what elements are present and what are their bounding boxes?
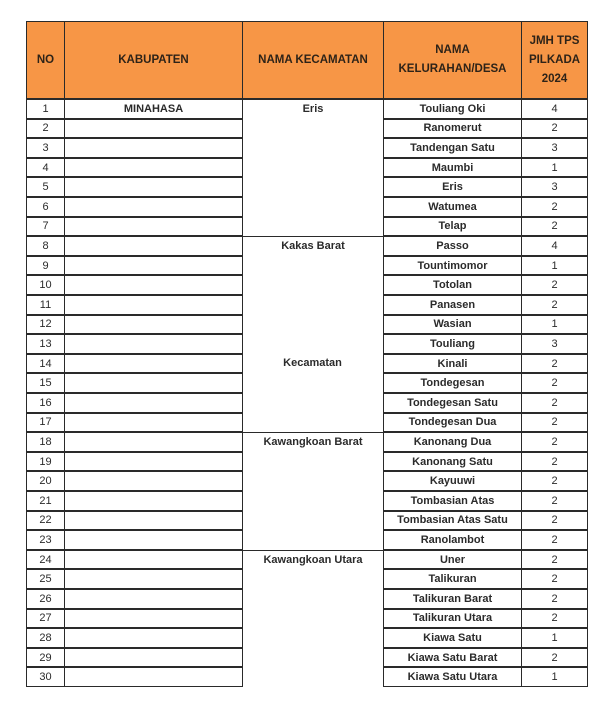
row-kabupaten-cell xyxy=(64,471,243,491)
row-no-cell: 25 xyxy=(26,569,65,589)
row-tps-cell: 2 xyxy=(521,413,588,433)
header-jmh-tps xyxy=(521,21,588,99)
row-no-cell: 12 xyxy=(26,315,65,335)
row-kabupaten-cell xyxy=(64,609,243,629)
row-desa-cell: Kayuuwi xyxy=(383,471,522,491)
row-desa-cell: Kiawa Satu xyxy=(383,628,522,648)
row-desa-cell: Kiawa Satu Barat xyxy=(383,648,522,668)
row-no-cell: 14 xyxy=(26,354,65,374)
row-desa-cell: Kinali xyxy=(383,354,522,374)
row-desa-cell: Watumea xyxy=(383,197,522,217)
row-kabupaten-cell xyxy=(64,217,243,237)
row-desa-cell: Panasen xyxy=(383,295,522,315)
row-no-cell: 1 xyxy=(26,99,65,119)
row-desa-cell: Tombasian Atas Satu xyxy=(383,511,522,531)
row-tps-cell: 2 xyxy=(521,197,588,217)
header-kabupaten-label: KABUPATEN xyxy=(118,53,189,66)
row-tps-cell: 4 xyxy=(521,236,588,256)
row-tps-cell: 1 xyxy=(521,158,588,178)
kecamatan-group xyxy=(242,236,384,432)
row-desa-cell: Maumbi xyxy=(383,158,522,178)
row-kabupaten-cell xyxy=(64,119,243,139)
row-no-cell: 3 xyxy=(26,138,65,158)
row-desa-cell: Touliang Oki xyxy=(383,99,522,119)
row-tps-cell: 2 xyxy=(521,550,588,570)
row-kabupaten-cell xyxy=(64,158,243,178)
row-kabupaten-cell: MINAHASA xyxy=(64,99,243,119)
row-kabupaten-cell xyxy=(64,589,243,609)
header-jmh-line2: PILKADA xyxy=(528,53,581,66)
row-kabupaten-cell xyxy=(64,511,243,531)
row-desa-cell: Talikuran Barat xyxy=(383,589,522,609)
row-tps-cell: 2 xyxy=(521,373,588,393)
row-desa-cell: Uner xyxy=(383,550,522,570)
row-desa-cell: Eris xyxy=(383,177,522,197)
row-desa-cell: Ranolambot xyxy=(383,530,522,550)
row-kabupaten-cell xyxy=(64,334,243,354)
row-desa-cell: Tondegesan xyxy=(383,373,522,393)
row-tps-cell: 1 xyxy=(521,256,588,276)
row-no-cell: 11 xyxy=(26,295,65,315)
row-kabupaten-cell xyxy=(64,236,243,256)
row-kabupaten-cell xyxy=(64,413,243,433)
header-no xyxy=(26,21,65,99)
row-no-cell: 18 xyxy=(26,432,65,452)
row-desa-cell: Telap xyxy=(383,217,522,237)
row-no-cell: 6 xyxy=(26,197,65,217)
row-kabupaten-cell xyxy=(64,275,243,295)
row-tps-cell: 1 xyxy=(521,628,588,648)
row-no-cell: 22 xyxy=(26,511,65,531)
row-no-cell: 9 xyxy=(26,256,65,276)
header-kabupaten xyxy=(64,21,243,99)
row-kabupaten-cell xyxy=(64,550,243,570)
header-jmh-line3: 2024 xyxy=(541,72,568,85)
row-desa-cell: Passo xyxy=(383,236,522,256)
row-no-cell: 4 xyxy=(26,158,65,178)
row-tps-cell: 2 xyxy=(521,295,588,315)
row-tps-cell: 1 xyxy=(521,315,588,335)
row-tps-cell: 2 xyxy=(521,119,588,139)
header-desa-line2: KELURAHAN/DESA xyxy=(398,63,507,75)
row-kabupaten-cell xyxy=(64,138,243,158)
row-no-cell: 19 xyxy=(26,452,65,472)
kecamatan-extra-label: Kecamatan xyxy=(283,356,342,369)
row-tps-cell: 2 xyxy=(521,452,588,472)
row-kabupaten-cell xyxy=(64,373,243,393)
row-tps-cell: 2 xyxy=(521,491,588,511)
header-kecamatan-label: NAMA KECAMATAN xyxy=(258,53,368,66)
row-no-cell: 20 xyxy=(26,471,65,491)
row-kabupaten-cell xyxy=(64,569,243,589)
row-tps-cell: 2 xyxy=(521,648,588,668)
row-kabupaten-cell xyxy=(64,667,243,687)
row-tps-cell: 2 xyxy=(521,275,588,295)
row-kabupaten-cell xyxy=(64,315,243,335)
row-no-cell: 5 xyxy=(26,177,65,197)
row-desa-cell: Talikuran Utara xyxy=(383,609,522,629)
row-tps-cell: 2 xyxy=(521,589,588,609)
kecamatan-group xyxy=(242,550,384,687)
row-no-cell: 16 xyxy=(26,393,65,413)
kecamatan-label: Kawangkoan Utara xyxy=(263,553,363,566)
row-tps-cell: 2 xyxy=(521,609,588,629)
row-no-cell: 8 xyxy=(26,236,65,256)
row-desa-cell: Kiawa Satu Utara xyxy=(383,667,522,687)
row-kabupaten-cell xyxy=(64,295,243,315)
row-desa-cell: Tombasian Atas xyxy=(383,491,522,511)
row-kabupaten-cell xyxy=(64,648,243,668)
row-no-cell: 2 xyxy=(26,119,65,139)
header-no-label: NO xyxy=(36,53,55,66)
header-kecamatan xyxy=(242,21,384,99)
row-desa-cell: Kanonang Satu xyxy=(383,452,522,472)
row-tps-cell: 2 xyxy=(521,471,588,491)
kecamatan-label: Eris xyxy=(302,103,324,115)
row-no-cell: 15 xyxy=(26,373,65,393)
row-kabupaten-cell xyxy=(64,491,243,511)
row-tps-cell: 2 xyxy=(521,432,588,452)
row-kabupaten-cell xyxy=(64,432,243,452)
row-no-cell: 23 xyxy=(26,530,65,550)
row-tps-cell: 2 xyxy=(521,354,588,374)
row-desa-cell: Talikuran xyxy=(383,569,522,589)
row-no-cell: 7 xyxy=(26,217,65,237)
row-tps-cell: 2 xyxy=(521,530,588,550)
kecamatan-group xyxy=(242,99,384,236)
row-no-cell: 21 xyxy=(26,491,65,511)
row-kabupaten-cell xyxy=(64,256,243,276)
row-tps-cell: 2 xyxy=(521,569,588,589)
row-no-cell: 27 xyxy=(26,609,65,629)
row-desa-cell: Tondegesan Dua xyxy=(383,413,522,433)
row-desa-cell: Wasian xyxy=(383,315,522,335)
row-kabupaten-cell xyxy=(64,354,243,374)
row-tps-cell: 2 xyxy=(521,393,588,413)
row-desa-cell: Ranomerut xyxy=(383,119,522,139)
row-tps-cell: 3 xyxy=(521,177,588,197)
row-tps-cell: 2 xyxy=(521,217,588,237)
kecamatan-label: Kawangkoan Barat xyxy=(263,436,363,449)
row-desa-cell: Touliang xyxy=(383,334,522,354)
row-tps-cell: 2 xyxy=(521,511,588,531)
row-kabupaten-cell xyxy=(64,393,243,413)
row-tps-cell: 3 xyxy=(521,334,588,354)
row-desa-cell: Tandengan Satu xyxy=(383,138,522,158)
row-tps-cell: 1 xyxy=(521,667,588,687)
row-desa-cell: Tondegesan Satu xyxy=(383,393,522,413)
kecamatan-group xyxy=(242,432,384,550)
row-kabupaten-cell xyxy=(64,197,243,217)
row-tps-cell: 4 xyxy=(521,99,588,119)
row-no-cell: 29 xyxy=(26,648,65,668)
kecamatan-label: Kakas Barat xyxy=(281,240,345,253)
header-desa-line1: NAMA xyxy=(435,44,470,56)
row-no-cell: 24 xyxy=(26,550,65,570)
row-tps-cell: 3 xyxy=(521,138,588,158)
row-no-cell: 17 xyxy=(26,413,65,433)
row-kabupaten-cell xyxy=(64,530,243,550)
row-kabupaten-cell xyxy=(64,628,243,648)
row-kabupaten-cell xyxy=(64,177,243,197)
row-no-cell: 13 xyxy=(26,334,65,354)
header-jmh-line1: JMH TPS xyxy=(529,34,580,47)
row-no-cell: 26 xyxy=(26,589,65,609)
header-desa xyxy=(383,21,522,99)
row-no-cell: 28 xyxy=(26,628,65,648)
row-desa-cell: Tountimomor xyxy=(383,256,522,276)
row-kabupaten-cell xyxy=(64,452,243,472)
row-no-cell: 30 xyxy=(26,667,65,687)
row-no-cell: 10 xyxy=(26,275,65,295)
row-desa-cell: Totolan xyxy=(383,275,522,295)
row-desa-cell: Kanonang Dua xyxy=(383,432,522,452)
